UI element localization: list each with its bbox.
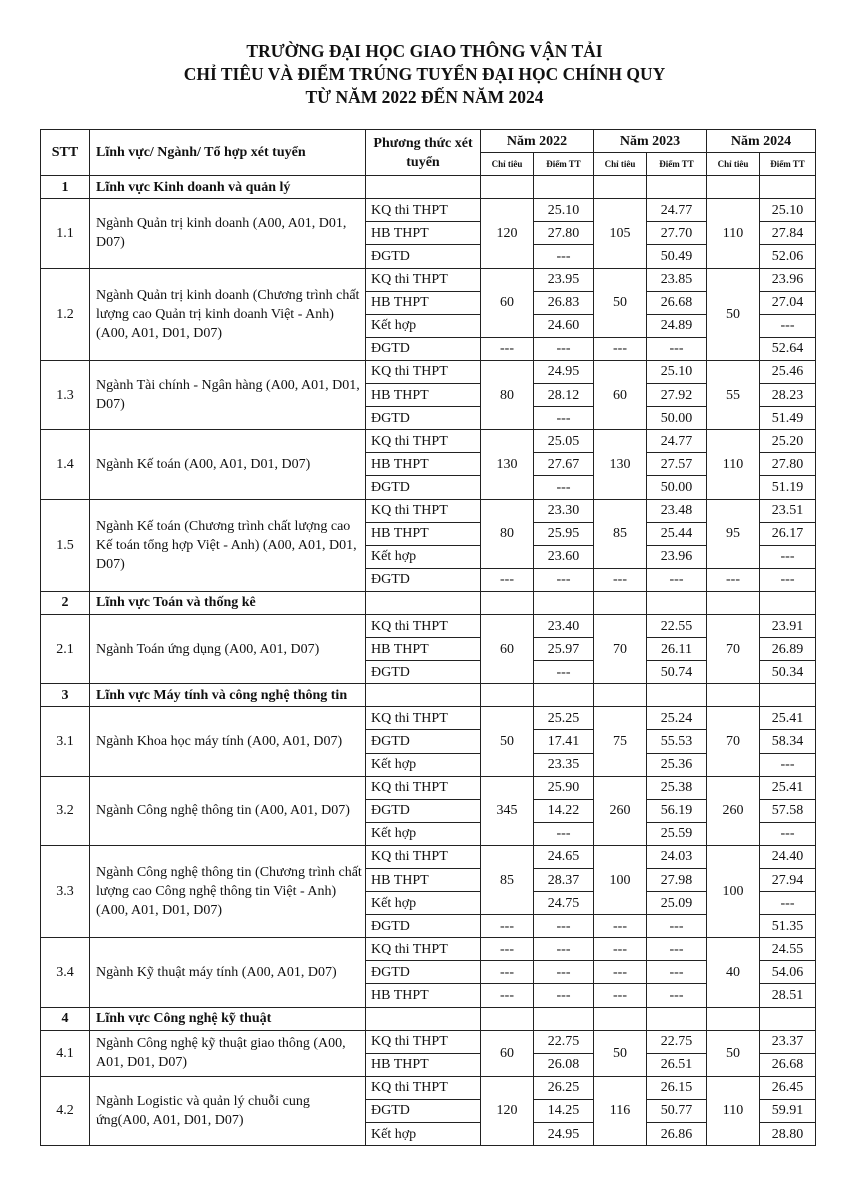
quota-value: ---	[481, 337, 534, 360]
score-value: 50.00	[647, 407, 707, 430]
admission-method: ĐGTD	[366, 661, 481, 684]
document-title	[0, 40, 849, 109]
score-value: 26.11	[647, 638, 707, 661]
section-row	[41, 684, 816, 707]
empty-cell	[481, 591, 534, 614]
score-value: 50.34	[760, 661, 816, 684]
major-name: Ngành Toán ứng dụng (A00, A01, D07)	[90, 614, 366, 683]
score-value: 28.80	[760, 1123, 816, 1146]
major-number: 3.2	[41, 776, 90, 845]
score-value: 28.37	[534, 869, 594, 892]
score-value: 26.89	[760, 638, 816, 661]
quota-value: 100	[594, 845, 647, 914]
score-value: 25.10	[647, 360, 707, 383]
table-row	[41, 938, 816, 961]
score-value: 24.95	[534, 1123, 594, 1146]
quota-value: 60	[594, 360, 647, 429]
score-value: 58.34	[760, 730, 816, 753]
header-method: Phương thức xét tuyển	[366, 130, 481, 176]
quota-value: ---	[594, 568, 647, 591]
quota-value: ---	[594, 938, 647, 961]
score-value: ---	[534, 822, 594, 845]
score-value: 26.51	[647, 1053, 707, 1076]
quota-value: 55	[707, 360, 760, 429]
table-row	[41, 1076, 816, 1099]
major-name: Ngành Công nghệ thông tin (A00, A01, D07)	[90, 776, 366, 845]
empty-cell	[760, 684, 816, 707]
score-value: 27.57	[647, 453, 707, 476]
score-value: ---	[534, 984, 594, 1007]
quota-value: 60	[481, 1030, 534, 1076]
section-title: Lĩnh vực Toán và thống kê	[90, 591, 366, 614]
score-value: ---	[760, 545, 816, 568]
score-value: 25.59	[647, 822, 707, 845]
score-value: 14.25	[534, 1099, 594, 1122]
quota-value: 40	[707, 938, 760, 1007]
quota-value: 50	[707, 268, 760, 360]
score-value: ---	[534, 938, 594, 961]
score-value: ---	[534, 337, 594, 360]
score-value: 23.37	[760, 1030, 816, 1053]
score-value: ---	[760, 892, 816, 915]
empty-cell	[534, 176, 594, 199]
major-name: Ngành Công nghệ kỹ thuật giao thông (A00, A01, D01, D07)	[90, 1030, 366, 1076]
section-row	[41, 1007, 816, 1030]
score-value: 23.60	[534, 545, 594, 568]
score-value: 25.44	[647, 522, 707, 545]
quota-value: ---	[481, 984, 534, 1007]
admission-method: ĐGTD	[366, 337, 481, 360]
score-value: 25.20	[760, 430, 816, 453]
quota-value: 60	[481, 614, 534, 683]
admission-method: HB THPT	[366, 984, 481, 1007]
empty-cell	[366, 591, 481, 614]
header-year-2024: Năm 2024	[707, 130, 816, 153]
quota-value: 130	[594, 430, 647, 499]
score-value: 50.49	[647, 245, 707, 268]
quota-value: 80	[481, 360, 534, 429]
score-value: ---	[647, 568, 707, 591]
major-number: 1.1	[41, 199, 90, 268]
score-value: 25.05	[534, 430, 594, 453]
major-name: Ngành Tài chính - Ngân hàng (A00, A01, D01, D07)	[90, 360, 366, 429]
admission-table	[40, 129, 816, 1146]
score-value: 25.09	[647, 892, 707, 915]
quota-value: 105	[594, 199, 647, 268]
score-value: 28.51	[760, 984, 816, 1007]
empty-cell	[366, 1007, 481, 1030]
admission-method: KQ thi THPT	[366, 499, 481, 522]
score-value: 24.89	[647, 314, 707, 337]
major-name: Ngành Công nghệ thông tin (Chương trình chất lượng cao Công nghệ thông tin Việt - Anh)(A00, A01, D01, D07)	[90, 845, 366, 937]
major-number: 1.2	[41, 268, 90, 360]
quota-value: 260	[594, 776, 647, 845]
score-value: 26.68	[647, 291, 707, 314]
quota-value: 75	[594, 707, 647, 776]
admission-method: HB THPT	[366, 222, 481, 245]
major-name: Ngành Kỹ thuật máy tính (A00, A01, D07)	[90, 938, 366, 1007]
score-value: 25.36	[647, 753, 707, 776]
score-value: 25.46	[760, 360, 816, 383]
table-row	[41, 1030, 816, 1053]
score-value: 50.77	[647, 1099, 707, 1122]
admission-method: KQ thi THPT	[366, 1076, 481, 1099]
empty-cell	[534, 591, 594, 614]
table-row	[41, 707, 816, 730]
score-value: 25.97	[534, 638, 594, 661]
admission-method: ĐGTD	[366, 1099, 481, 1122]
score-value: ---	[534, 407, 594, 430]
table-row	[41, 499, 816, 522]
header-field: Lĩnh vực/ Ngành/ Tổ hợp xét tuyển	[90, 130, 366, 176]
quota-value: 116	[594, 1076, 647, 1145]
score-value: 24.75	[534, 892, 594, 915]
admission-method: HB THPT	[366, 453, 481, 476]
score-value: 27.70	[647, 222, 707, 245]
empty-cell	[707, 176, 760, 199]
admission-method: ĐGTD	[366, 568, 481, 591]
empty-cell	[647, 1007, 707, 1030]
score-value: 25.95	[534, 522, 594, 545]
admission-method: KQ thi THPT	[366, 360, 481, 383]
admission-method: HB THPT	[366, 291, 481, 314]
empty-cell	[534, 1007, 594, 1030]
score-value: 23.51	[760, 499, 816, 522]
score-value: ---	[760, 753, 816, 776]
empty-cell	[594, 1007, 647, 1030]
score-value: 26.68	[760, 1053, 816, 1076]
section-number: 1	[41, 176, 90, 199]
score-value: 27.80	[760, 453, 816, 476]
empty-cell	[647, 176, 707, 199]
quota-value: 50	[594, 1030, 647, 1076]
admission-method: KQ thi THPT	[366, 1030, 481, 1053]
score-value: 26.86	[647, 1123, 707, 1146]
admission-method: Kết hợp	[366, 314, 481, 337]
section-title: Lĩnh vực Máy tính và công nghệ thông tin	[90, 684, 366, 707]
quota-value: ---	[481, 938, 534, 961]
admission-method: HB THPT	[366, 1053, 481, 1076]
admission-method: Kết hợp	[366, 753, 481, 776]
score-value: 24.95	[534, 360, 594, 383]
empty-cell	[594, 176, 647, 199]
quota-value: ---	[594, 915, 647, 938]
score-value: 59.91	[760, 1099, 816, 1122]
score-value: 26.83	[534, 291, 594, 314]
admission-method: ĐGTD	[366, 730, 481, 753]
score-value: ---	[534, 568, 594, 591]
empty-cell	[366, 176, 481, 199]
score-value: ---	[534, 476, 594, 499]
score-value: 28.23	[760, 384, 816, 407]
admission-method: KQ thi THPT	[366, 845, 481, 868]
score-value: 23.35	[534, 753, 594, 776]
empty-cell	[760, 1007, 816, 1030]
admission-method: KQ thi THPT	[366, 776, 481, 799]
section-number: 3	[41, 684, 90, 707]
score-value: 23.96	[760, 268, 816, 291]
section-number: 2	[41, 591, 90, 614]
admission-method: ĐGTD	[366, 245, 481, 268]
quota-value: 70	[707, 614, 760, 683]
score-value: 27.84	[760, 222, 816, 245]
admission-method: ĐGTD	[366, 915, 481, 938]
section-title: Lĩnh vực Công nghệ kỹ thuật	[90, 1007, 366, 1030]
score-value: 26.25	[534, 1076, 594, 1099]
quota-value: ---	[707, 568, 760, 591]
score-value: 57.58	[760, 799, 816, 822]
score-value: 23.91	[760, 614, 816, 637]
empty-cell	[760, 176, 816, 199]
score-value: 23.95	[534, 268, 594, 291]
empty-cell	[760, 591, 816, 614]
subheader-score: Điểm TT	[647, 153, 707, 176]
major-number: 4.1	[41, 1030, 90, 1076]
quota-value: ---	[481, 961, 534, 984]
score-value: 27.98	[647, 869, 707, 892]
score-value: 54.06	[760, 961, 816, 984]
quota-value: ---	[594, 984, 647, 1007]
score-value: ---	[534, 915, 594, 938]
score-value: 25.25	[534, 707, 594, 730]
table-row	[41, 199, 816, 222]
quota-value: 85	[594, 499, 647, 568]
score-value: 28.12	[534, 384, 594, 407]
quota-value: 70	[594, 614, 647, 683]
score-value: ---	[760, 314, 816, 337]
admission-method: ĐGTD	[366, 407, 481, 430]
empty-cell	[594, 684, 647, 707]
quota-value: ---	[481, 568, 534, 591]
title-line-1: TRƯỜNG ĐẠI HỌC GIAO THÔNG VẬN TẢI	[246, 41, 603, 61]
empty-cell	[481, 1007, 534, 1030]
major-name: Ngành Khoa học máy tính (A00, A01, D07)	[90, 707, 366, 776]
quota-value: 85	[481, 845, 534, 914]
score-value: 23.85	[647, 268, 707, 291]
score-value: 22.75	[534, 1030, 594, 1053]
score-value: 23.40	[534, 614, 594, 637]
quota-value: 110	[707, 430, 760, 499]
section-title: Lĩnh vực Kinh doanh và quản lý	[90, 176, 366, 199]
section-row	[41, 591, 816, 614]
empty-cell	[366, 684, 481, 707]
admission-method: KQ thi THPT	[366, 268, 481, 291]
score-value: 27.92	[647, 384, 707, 407]
score-value: 51.49	[760, 407, 816, 430]
table-row	[41, 776, 816, 799]
admission-method: Kết hợp	[366, 1123, 481, 1146]
score-value: ---	[534, 245, 594, 268]
admission-method: HB THPT	[366, 522, 481, 545]
admission-method: KQ thi THPT	[366, 199, 481, 222]
score-value: 17.41	[534, 730, 594, 753]
empty-cell	[481, 684, 534, 707]
score-value: 24.40	[760, 845, 816, 868]
score-value: 51.35	[760, 915, 816, 938]
major-name: Ngành Quản trị kinh doanh (A00, A01, D01, D07)	[90, 199, 366, 268]
title-line-3: TỪ NĂM 2022 ĐẾN NĂM 2024	[305, 87, 544, 107]
score-value: ---	[647, 915, 707, 938]
quota-value: 130	[481, 430, 534, 499]
empty-cell	[707, 1007, 760, 1030]
score-value: 50.00	[647, 476, 707, 499]
score-value: 25.38	[647, 776, 707, 799]
score-value: 24.77	[647, 430, 707, 453]
quota-value: 120	[481, 199, 534, 268]
quota-value: 110	[707, 199, 760, 268]
admission-method: HB THPT	[366, 638, 481, 661]
score-value: 22.75	[647, 1030, 707, 1053]
quota-value: 50	[481, 707, 534, 776]
quota-value: 50	[594, 268, 647, 337]
score-value: 27.94	[760, 869, 816, 892]
score-value: ---	[647, 984, 707, 1007]
admission-method: Kết hợp	[366, 822, 481, 845]
score-value: 24.65	[534, 845, 594, 868]
header-stt: STT	[41, 130, 90, 176]
major-number: 4.2	[41, 1076, 90, 1145]
score-value: 50.74	[647, 661, 707, 684]
score-value: ---	[534, 961, 594, 984]
major-number: 1.4	[41, 430, 90, 499]
quota-value: 60	[481, 268, 534, 337]
subheader-quota: Chỉ tiêu	[594, 153, 647, 176]
quota-value: 80	[481, 499, 534, 568]
score-value: 23.30	[534, 499, 594, 522]
table-row	[41, 845, 816, 868]
subheader-quota: Chỉ tiêu	[481, 153, 534, 176]
major-number: 1.3	[41, 360, 90, 429]
admission-method: ĐGTD	[366, 961, 481, 984]
score-value: 25.10	[760, 199, 816, 222]
empty-cell	[707, 684, 760, 707]
subheader-score: Điểm TT	[760, 153, 816, 176]
empty-cell	[594, 591, 647, 614]
major-name: Ngành Kế toán (Chương trình chất lượng cao Kế toán tổng hợp Việt - Anh) (A00, A01, D01, D07)	[90, 499, 366, 591]
score-value: 24.55	[760, 938, 816, 961]
header-year-2022: Năm 2022	[481, 130, 594, 153]
header-row	[41, 130, 816, 153]
score-value: ---	[760, 822, 816, 845]
score-value: 25.41	[760, 776, 816, 799]
admission-method: KQ thi THPT	[366, 430, 481, 453]
score-value: 27.67	[534, 453, 594, 476]
major-name: Ngành Kế toán (A00, A01, D01, D07)	[90, 430, 366, 499]
quota-value: 110	[707, 1076, 760, 1145]
score-value: ---	[647, 961, 707, 984]
quota-value: 260	[707, 776, 760, 845]
quota-value: ---	[594, 337, 647, 360]
quota-value: 95	[707, 499, 760, 568]
score-value: 25.90	[534, 776, 594, 799]
score-value: 27.80	[534, 222, 594, 245]
major-number: 2.1	[41, 614, 90, 683]
admission-method: KQ thi THPT	[366, 707, 481, 730]
score-value: 56.19	[647, 799, 707, 822]
major-number: 3.4	[41, 938, 90, 1007]
admission-method: KQ thi THPT	[366, 938, 481, 961]
empty-cell	[647, 684, 707, 707]
major-name: Ngành Logistic và quản lý chuỗi cung ứng(A00, A01, D01, D07)	[90, 1076, 366, 1145]
score-value: 24.77	[647, 199, 707, 222]
score-value: 26.45	[760, 1076, 816, 1099]
score-value: 26.15	[647, 1076, 707, 1099]
score-value: 24.60	[534, 314, 594, 337]
admission-method: ĐGTD	[366, 476, 481, 499]
quota-value: 50	[707, 1030, 760, 1076]
quota-value: 70	[707, 707, 760, 776]
admission-method: Kết hợp	[366, 545, 481, 568]
quota-value: 100	[707, 845, 760, 937]
section-number: 4	[41, 1007, 90, 1030]
section-row	[41, 176, 816, 199]
admission-method: KQ thi THPT	[366, 614, 481, 637]
score-value: 22.55	[647, 614, 707, 637]
score-value: 23.96	[647, 545, 707, 568]
empty-cell	[534, 684, 594, 707]
admission-method: ĐGTD	[366, 799, 481, 822]
quota-value: 345	[481, 776, 534, 845]
table-row	[41, 268, 816, 291]
score-value: ---	[647, 337, 707, 360]
header-year-2023: Năm 2023	[594, 130, 707, 153]
title-line-2: CHỈ TIÊU VÀ ĐIỂM TRÚNG TUYỂN ĐẠI HỌC CHÍNH QUY	[183, 64, 666, 84]
score-value: 51.19	[760, 476, 816, 499]
major-number: 3.1	[41, 707, 90, 776]
score-value: 23.48	[647, 499, 707, 522]
table-row	[41, 614, 816, 637]
empty-cell	[707, 591, 760, 614]
admission-method: HB THPT	[366, 869, 481, 892]
admission-method: HB THPT	[366, 384, 481, 407]
score-value: 26.17	[760, 522, 816, 545]
major-number: 1.5	[41, 499, 90, 591]
score-value: ---	[647, 938, 707, 961]
major-name: Ngành Quản trị kinh doanh (Chương trình chất lượng cao Quản trị kinh doanh Việt - Anh)(A00, A01, D01, D07)	[90, 268, 366, 360]
subheader-score: Điểm TT	[534, 153, 594, 176]
score-value: 55.53	[647, 730, 707, 753]
score-value: ---	[534, 661, 594, 684]
subheader-quota: Chỉ tiêu	[707, 153, 760, 176]
score-value: 26.08	[534, 1053, 594, 1076]
score-value: 27.04	[760, 291, 816, 314]
quota-value: 120	[481, 1076, 534, 1145]
quota-value: ---	[481, 915, 534, 938]
score-value: 14.22	[534, 799, 594, 822]
score-value: 25.24	[647, 707, 707, 730]
empty-cell	[647, 591, 707, 614]
score-value: ---	[760, 568, 816, 591]
score-value: 25.10	[534, 199, 594, 222]
table-row	[41, 430, 816, 453]
empty-cell	[481, 176, 534, 199]
major-number: 3.3	[41, 845, 90, 937]
score-value: 52.64	[760, 337, 816, 360]
score-value: 24.03	[647, 845, 707, 868]
score-value: 52.06	[760, 245, 816, 268]
table-row	[41, 360, 816, 383]
score-value: 25.41	[760, 707, 816, 730]
table-body	[41, 176, 816, 1146]
admission-method: Kết hợp	[366, 892, 481, 915]
quota-value: ---	[594, 961, 647, 984]
